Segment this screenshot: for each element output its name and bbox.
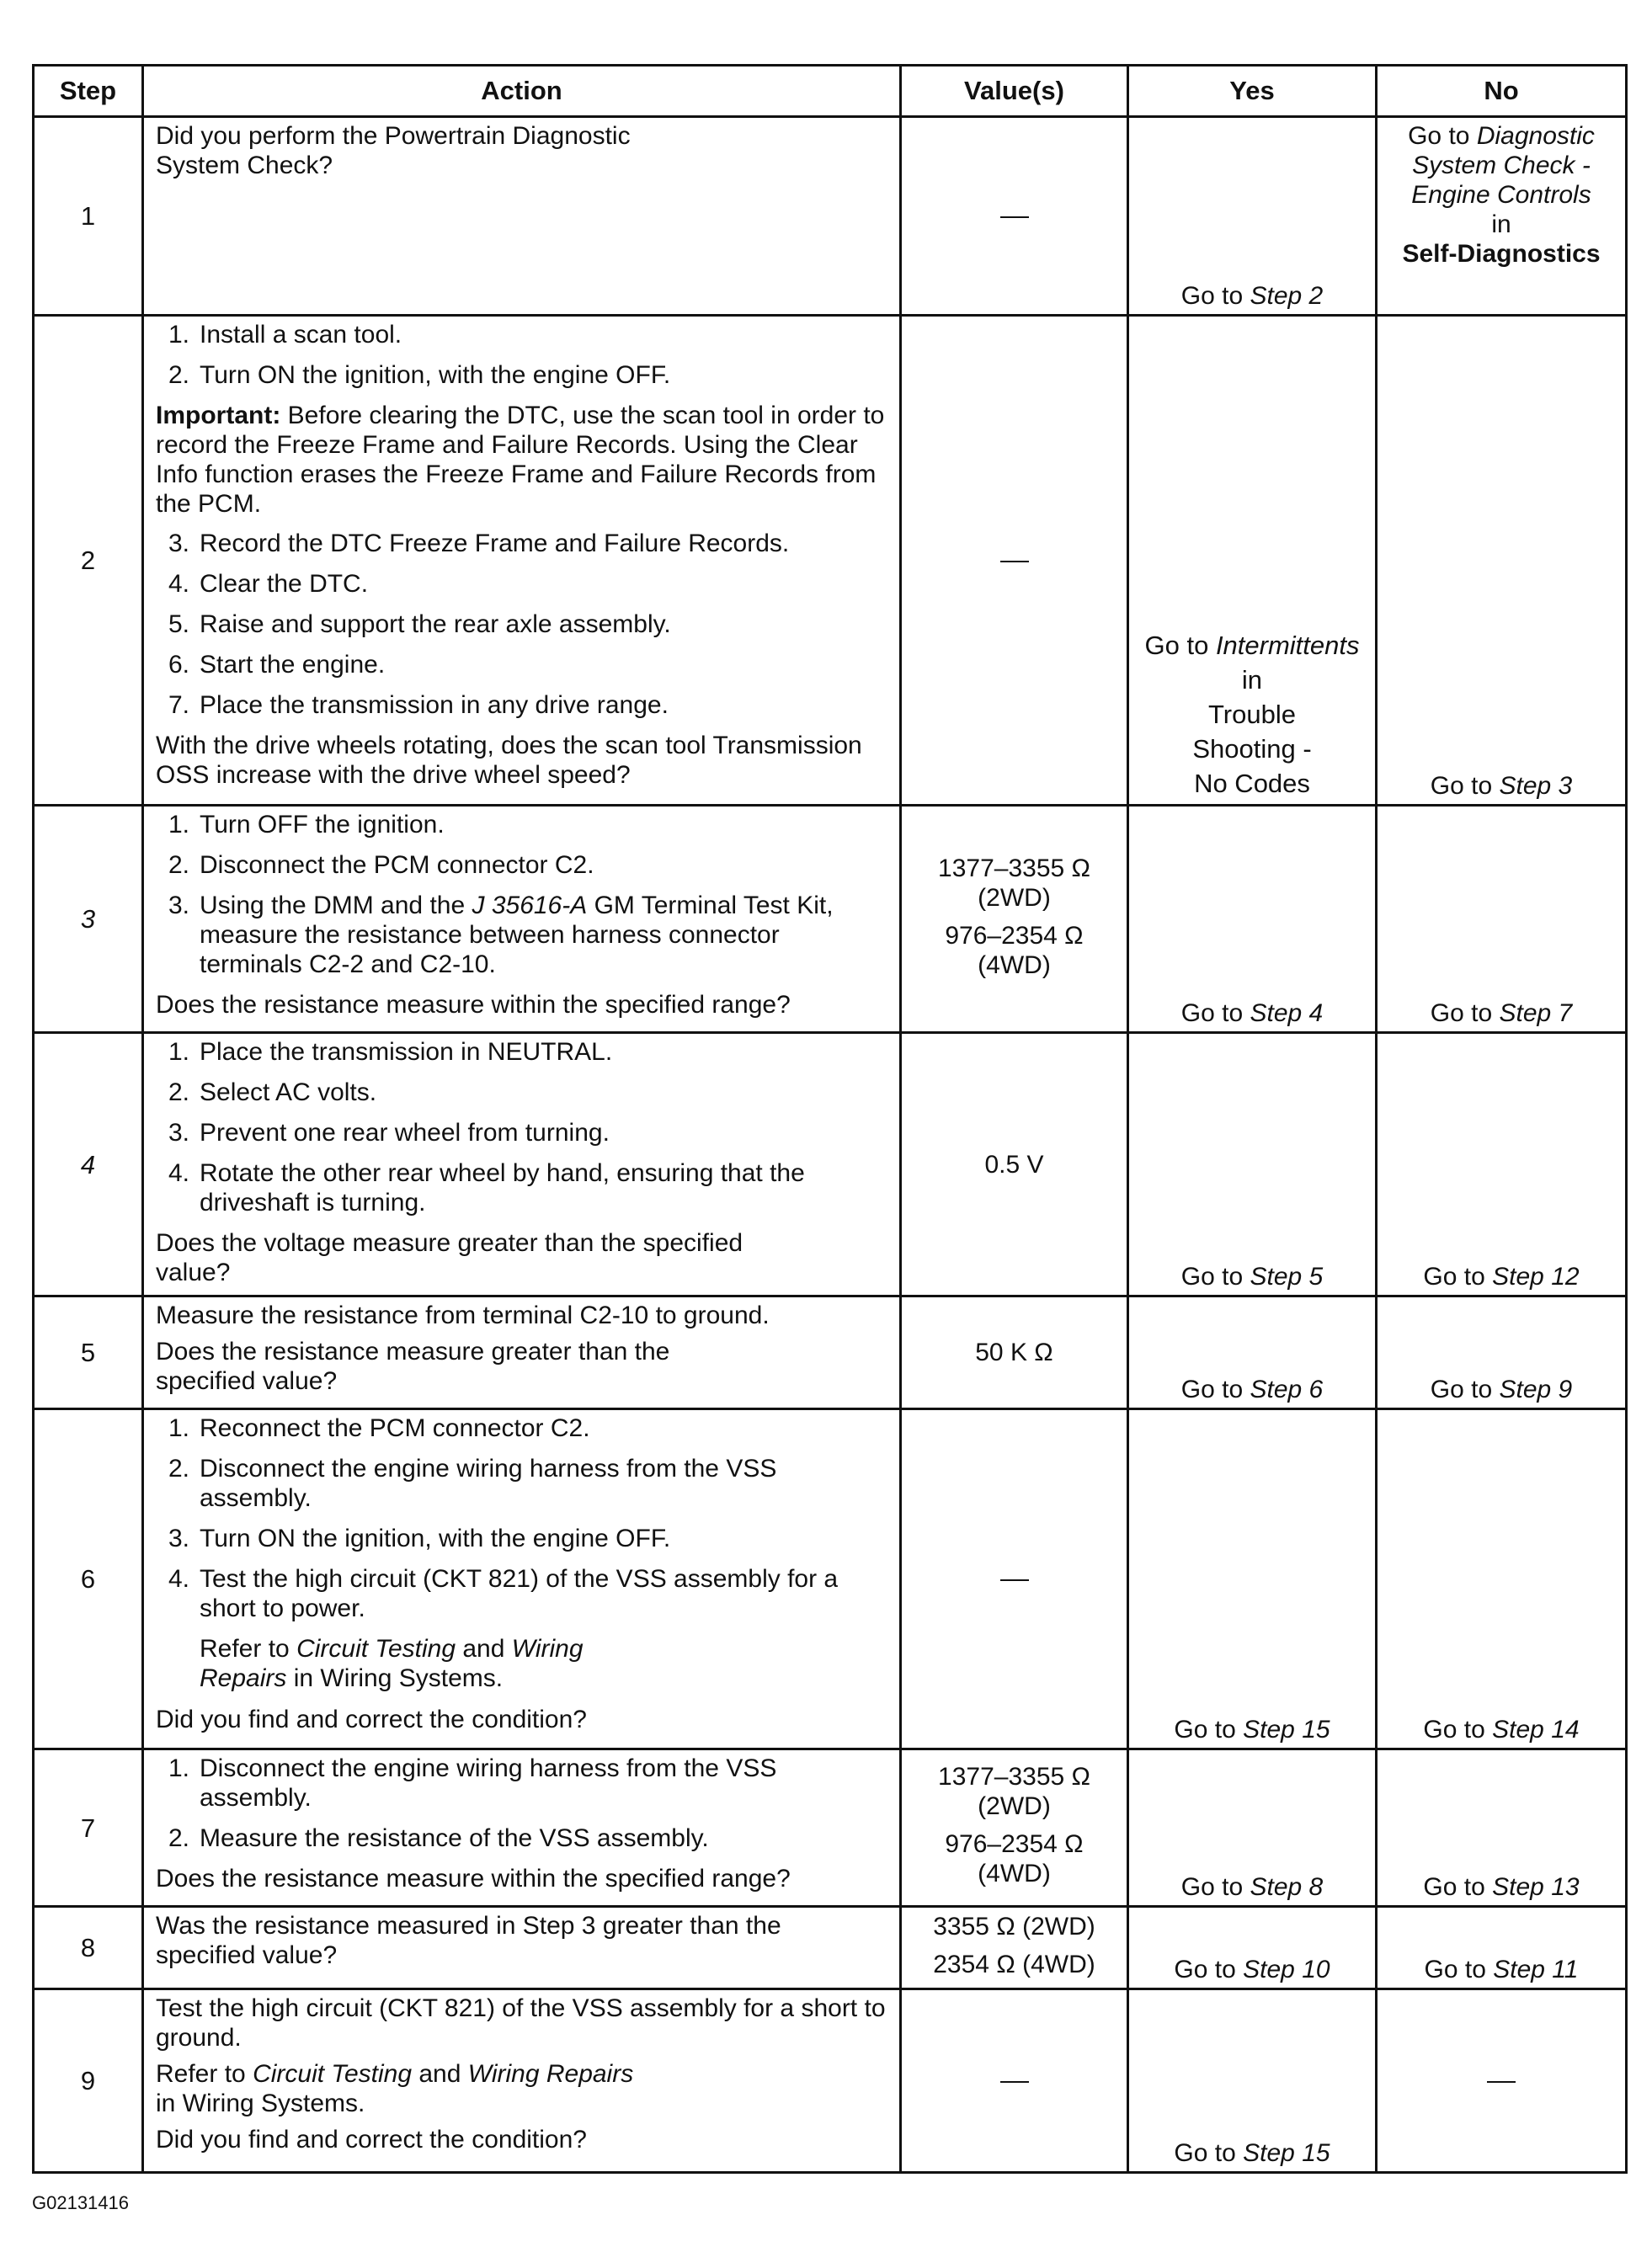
action-cell: [143, 1989, 901, 2173]
value-text: 1377–3355 Ω: [938, 1763, 1090, 1791]
list-item: 2. Select AC volts.: [168, 1078, 377, 1106]
no-cell: [1377, 806, 1627, 1033]
em-dash: [1000, 1579, 1029, 1581]
table-row: [34, 1033, 1627, 1296]
no-cell: [1377, 1989, 1627, 2173]
action-cell: [143, 1296, 901, 1409]
value-text: 1377–3355 Ω: [938, 854, 1090, 882]
yes-step-link[interactable]: Step 2: [1250, 282, 1324, 310]
action-cell: [143, 117, 901, 316]
yes-cell: [1128, 1296, 1377, 1409]
go-to-label: Go to: [1180, 1263, 1244, 1291]
yes-cell: [1128, 806, 1377, 1033]
figure-code: G02131416: [32, 2192, 129, 2213]
action-question: Does the resistance measure greater than the specified value?: [156, 1338, 670, 1395]
yes-cell: [1128, 316, 1377, 806]
yes-cell: [1128, 117, 1377, 316]
step-number: 6: [34, 1409, 143, 1749]
value-text: 2354 Ω (4WD): [933, 1950, 1095, 1978]
action-question: Did you find and correct the condition?: [156, 2126, 587, 2154]
table-row: [34, 1749, 1627, 1907]
no-cell: [1377, 316, 1627, 806]
value-cell: 1377–3355 Ω (2WD) 976–2354 Ω (4WD): [901, 1749, 1128, 1907]
step-number: 8: [34, 1907, 143, 1989]
important-note: Important: Before clearing the DTC, use the scan tool in order to record the Freeze Frame and Failure Records. Using the Clear Info function erases the Freeze Frame and Failure Records from the PCM.: [156, 402, 885, 518]
action-cell: [143, 1409, 901, 1749]
action-cell: [143, 1749, 901, 1907]
no-cell: [1377, 1749, 1627, 1907]
go-to-label: Go to: [1174, 2139, 1236, 2167]
action-question: Does the voltage measure greater than the specified value?: [156, 1229, 743, 1286]
wiring-repairs-link[interactable]: Wiring Repairs: [200, 1635, 584, 1692]
no-cell: [1377, 1033, 1627, 1296]
step-number: 3: [34, 806, 143, 1033]
action-question: Did you perform the Powertrain Diagnostic System Check?: [156, 122, 631, 179]
wiring-repairs-link[interactable]: Wiring Repairs: [467, 2060, 634, 2088]
no-step-link[interactable]: Step 12: [1492, 1263, 1580, 1291]
go-to-label: Go to: [1180, 1376, 1244, 1403]
in-label: in: [1241, 665, 1263, 695]
action-question: Does the resistance measure within the specified range?: [156, 991, 791, 1019]
list-item: 1. Reconnect the PCM connector C2.: [168, 1414, 590, 1442]
go-to-label: Go to: [1174, 1956, 1236, 1983]
header-action: Action: [143, 66, 901, 117]
go-to-label: Go to: [1430, 999, 1493, 1027]
diagnostic-table-container: [32, 64, 1625, 2174]
header-no: No: [1377, 66, 1627, 117]
step-number: 5: [34, 1296, 143, 1409]
no-step-link[interactable]: Step 3: [1499, 772, 1573, 800]
action-cell: [143, 1033, 901, 1296]
go-to-label: Go to: [1423, 1873, 1485, 1901]
value-cell: [901, 1907, 1128, 1989]
yes-cell: [1128, 1989, 1377, 2173]
value-cell: [901, 316, 1128, 806]
action-cell: [143, 806, 901, 1033]
value-text: 0.5 V: [984, 1150, 1044, 1179]
no-cell: [1377, 117, 1627, 316]
value-cell: [901, 1033, 1128, 1296]
list-item: 3. Using the DMM and the J 35616-A GM Terminal Test Kit, measure the resistance between harness connector terminals C2-2 and C2-10.: [168, 892, 834, 978]
action-question: With the drive wheels rotating, does the scan tool Transmission OSS increase with the drive wheel speed?: [156, 732, 862, 789]
yes-step-link[interactable]: Step 8: [1250, 1873, 1324, 1901]
yes-intermittents-link[interactable]: Intermittents: [1215, 631, 1360, 660]
header-step: Step: [34, 66, 143, 117]
yes-step-link[interactable]: Step 10: [1243, 1956, 1330, 1983]
list-item: 4. Clear the DTC.: [168, 570, 369, 598]
no-step-link[interactable]: Step 7: [1499, 999, 1573, 1027]
value-cell: [901, 117, 1128, 316]
list-item: 2. Disconnect the PCM connector C2.: [168, 851, 594, 879]
list-item: 3. Prevent one rear wheel from turning.: [168, 1119, 610, 1147]
em-dash: [1000, 561, 1029, 562]
header-values: Value(s): [901, 66, 1128, 117]
reference-note: Refer to Circuit Testing and Wiring Repairs in Wiring Systems.: [156, 2060, 634, 2117]
section-line: Shooting -: [1192, 734, 1312, 764]
table-row: [34, 316, 1627, 806]
action-text: Test the high circuit (CKT 821) of the VSS assembly for a short to ground.: [156, 1994, 886, 2052]
action-text: Measure the resistance from terminal C2-10 to ground.: [156, 1302, 770, 1329]
value-text: 976–2354 Ω: [945, 921, 1084, 950]
step-number: 7: [34, 1749, 143, 1907]
yes-cell: [1128, 1033, 1377, 1296]
action-cell: [143, 316, 901, 806]
go-to-label: Go to: [1144, 631, 1209, 660]
table-row: [34, 1296, 1627, 1409]
table-row: [34, 1409, 1627, 1749]
no-step-link[interactable]: Step 14: [1492, 1716, 1580, 1744]
em-dash: [1000, 2081, 1029, 2083]
step-number: 1: [34, 117, 143, 316]
list-item: 1. Install a scan tool.: [168, 321, 402, 349]
list-item: 4. Test the high circuit (CKT 821) of the VSS assembly for a short to power.: [168, 1565, 839, 1622]
tool-number: J 35616-A: [472, 892, 588, 919]
action-question: Was the resistance measured in Step 3 greater than the specified value?: [156, 1912, 781, 1969]
table-row: [34, 117, 1627, 316]
list-item: 1. Place the transmission in NEUTRAL.: [168, 1038, 613, 1066]
diagnostic-table: [32, 64, 1628, 2174]
go-to-label: Go to: [1430, 772, 1493, 800]
no-diagnostic-link[interactable]: Diagnostic System Check - Engine Controls: [1411, 122, 1595, 209]
go-to-label: Go to: [1423, 1263, 1485, 1291]
no-step-link[interactable]: Step 11: [1493, 1956, 1579, 1983]
circuit-testing-link[interactable]: Circuit Testing: [296, 1635, 456, 1663]
go-to-label: Go to: [1423, 1716, 1485, 1744]
yes-step-link[interactable]: Step 15: [1243, 2139, 1330, 2167]
go-to-label: Go to: [1180, 282, 1244, 310]
list-item: 2. Measure the resistance of the VSS assembly.: [168, 1824, 709, 1852]
step-number: 2: [34, 316, 143, 806]
section-line: Trouble: [1208, 700, 1296, 729]
action-question: Does the resistance measure within the specified range?: [156, 1865, 791, 1893]
table-row: [34, 806, 1627, 1033]
no-section-name: Self-Diagnostics: [1402, 240, 1601, 268]
yes-step-link[interactable]: Step 4: [1250, 999, 1324, 1027]
value-cell: [901, 1409, 1128, 1749]
value-text: 3355 Ω (2WD): [933, 1912, 1095, 1941]
list-item: 3. Turn ON the ignition, with the engine OFF.: [168, 1525, 671, 1552]
list-item: 5. Raise and support the rear axle assembly.: [168, 610, 671, 638]
list-item: 4. Rotate the other rear wheel by hand, ensuring that the driveshaft is turning.: [168, 1159, 805, 1217]
yes-cell: [1128, 1749, 1377, 1907]
go-to-label: Go to: [1408, 122, 1470, 150]
no-step-link[interactable]: Step 9: [1499, 1376, 1573, 1403]
go-to-label: Go to: [1424, 1956, 1486, 1983]
list-item: 2. Turn ON the ignition, with the engine OFF.: [168, 361, 671, 389]
no-cell: [1377, 1409, 1627, 1749]
section-line: No Codes: [1194, 769, 1310, 798]
table-row: [34, 1907, 1627, 1989]
yes-step-link[interactable]: Step 15: [1243, 1716, 1330, 1744]
circuit-testing-link[interactable]: Circuit Testing: [253, 2060, 413, 2088]
list-item: 7. Place the transmission in any drive range.: [168, 691, 669, 719]
value-cell: 1377–3355 Ω (2WD) 976–2354 Ω (4WD): [901, 806, 1128, 1033]
yes-cell: [1128, 1907, 1377, 1989]
yes-step-link[interactable]: Step 5: [1250, 1263, 1324, 1291]
go-to-label: Go to: [1174, 1716, 1236, 1744]
step-number: 9: [34, 1989, 143, 2173]
yes-step-link[interactable]: Step 6: [1250, 1376, 1324, 1403]
action-question: Did you find and correct the condition?: [156, 1706, 587, 1733]
reference-note: Refer to Circuit Testing and Wiring Repairs in Wiring Systems.: [200, 1635, 584, 1692]
in-label: in: [1491, 210, 1511, 238]
em-dash: [1487, 2081, 1516, 2083]
value-cell: [901, 1296, 1128, 1409]
go-to-label: Go to: [1180, 999, 1244, 1027]
table-row: [34, 1989, 1627, 2173]
list-item: 2. Disconnect the engine wiring harness from the VSS assembly.: [168, 1455, 777, 1512]
no-step-link[interactable]: Step 13: [1492, 1873, 1580, 1901]
list-item: 1. Disconnect the engine wiring harness from the VSS assembly.: [168, 1754, 777, 1812]
header-yes: Yes: [1128, 66, 1377, 117]
action-cell: [143, 1907, 901, 1989]
list-item: 1. Turn OFF the ignition.: [168, 811, 445, 839]
list-item: 6. Start the engine.: [168, 651, 386, 679]
step-number: 4: [34, 1033, 143, 1296]
go-to-label: Go to: [1180, 1873, 1244, 1901]
value-text: 50 K Ω: [975, 1339, 1053, 1366]
em-dash: [1000, 216, 1029, 218]
list-item: 3. Record the DTC Freeze Frame and Failure Records.: [168, 530, 790, 557]
yes-cell: [1128, 1409, 1377, 1749]
go-to-label: Go to: [1430, 1376, 1493, 1403]
value-text: 976–2354 Ω: [945, 1830, 1084, 1858]
no-cell: [1377, 1296, 1627, 1409]
no-cell: [1377, 1907, 1627, 1989]
header-row: [34, 66, 1627, 117]
value-cell: [901, 1989, 1128, 2173]
